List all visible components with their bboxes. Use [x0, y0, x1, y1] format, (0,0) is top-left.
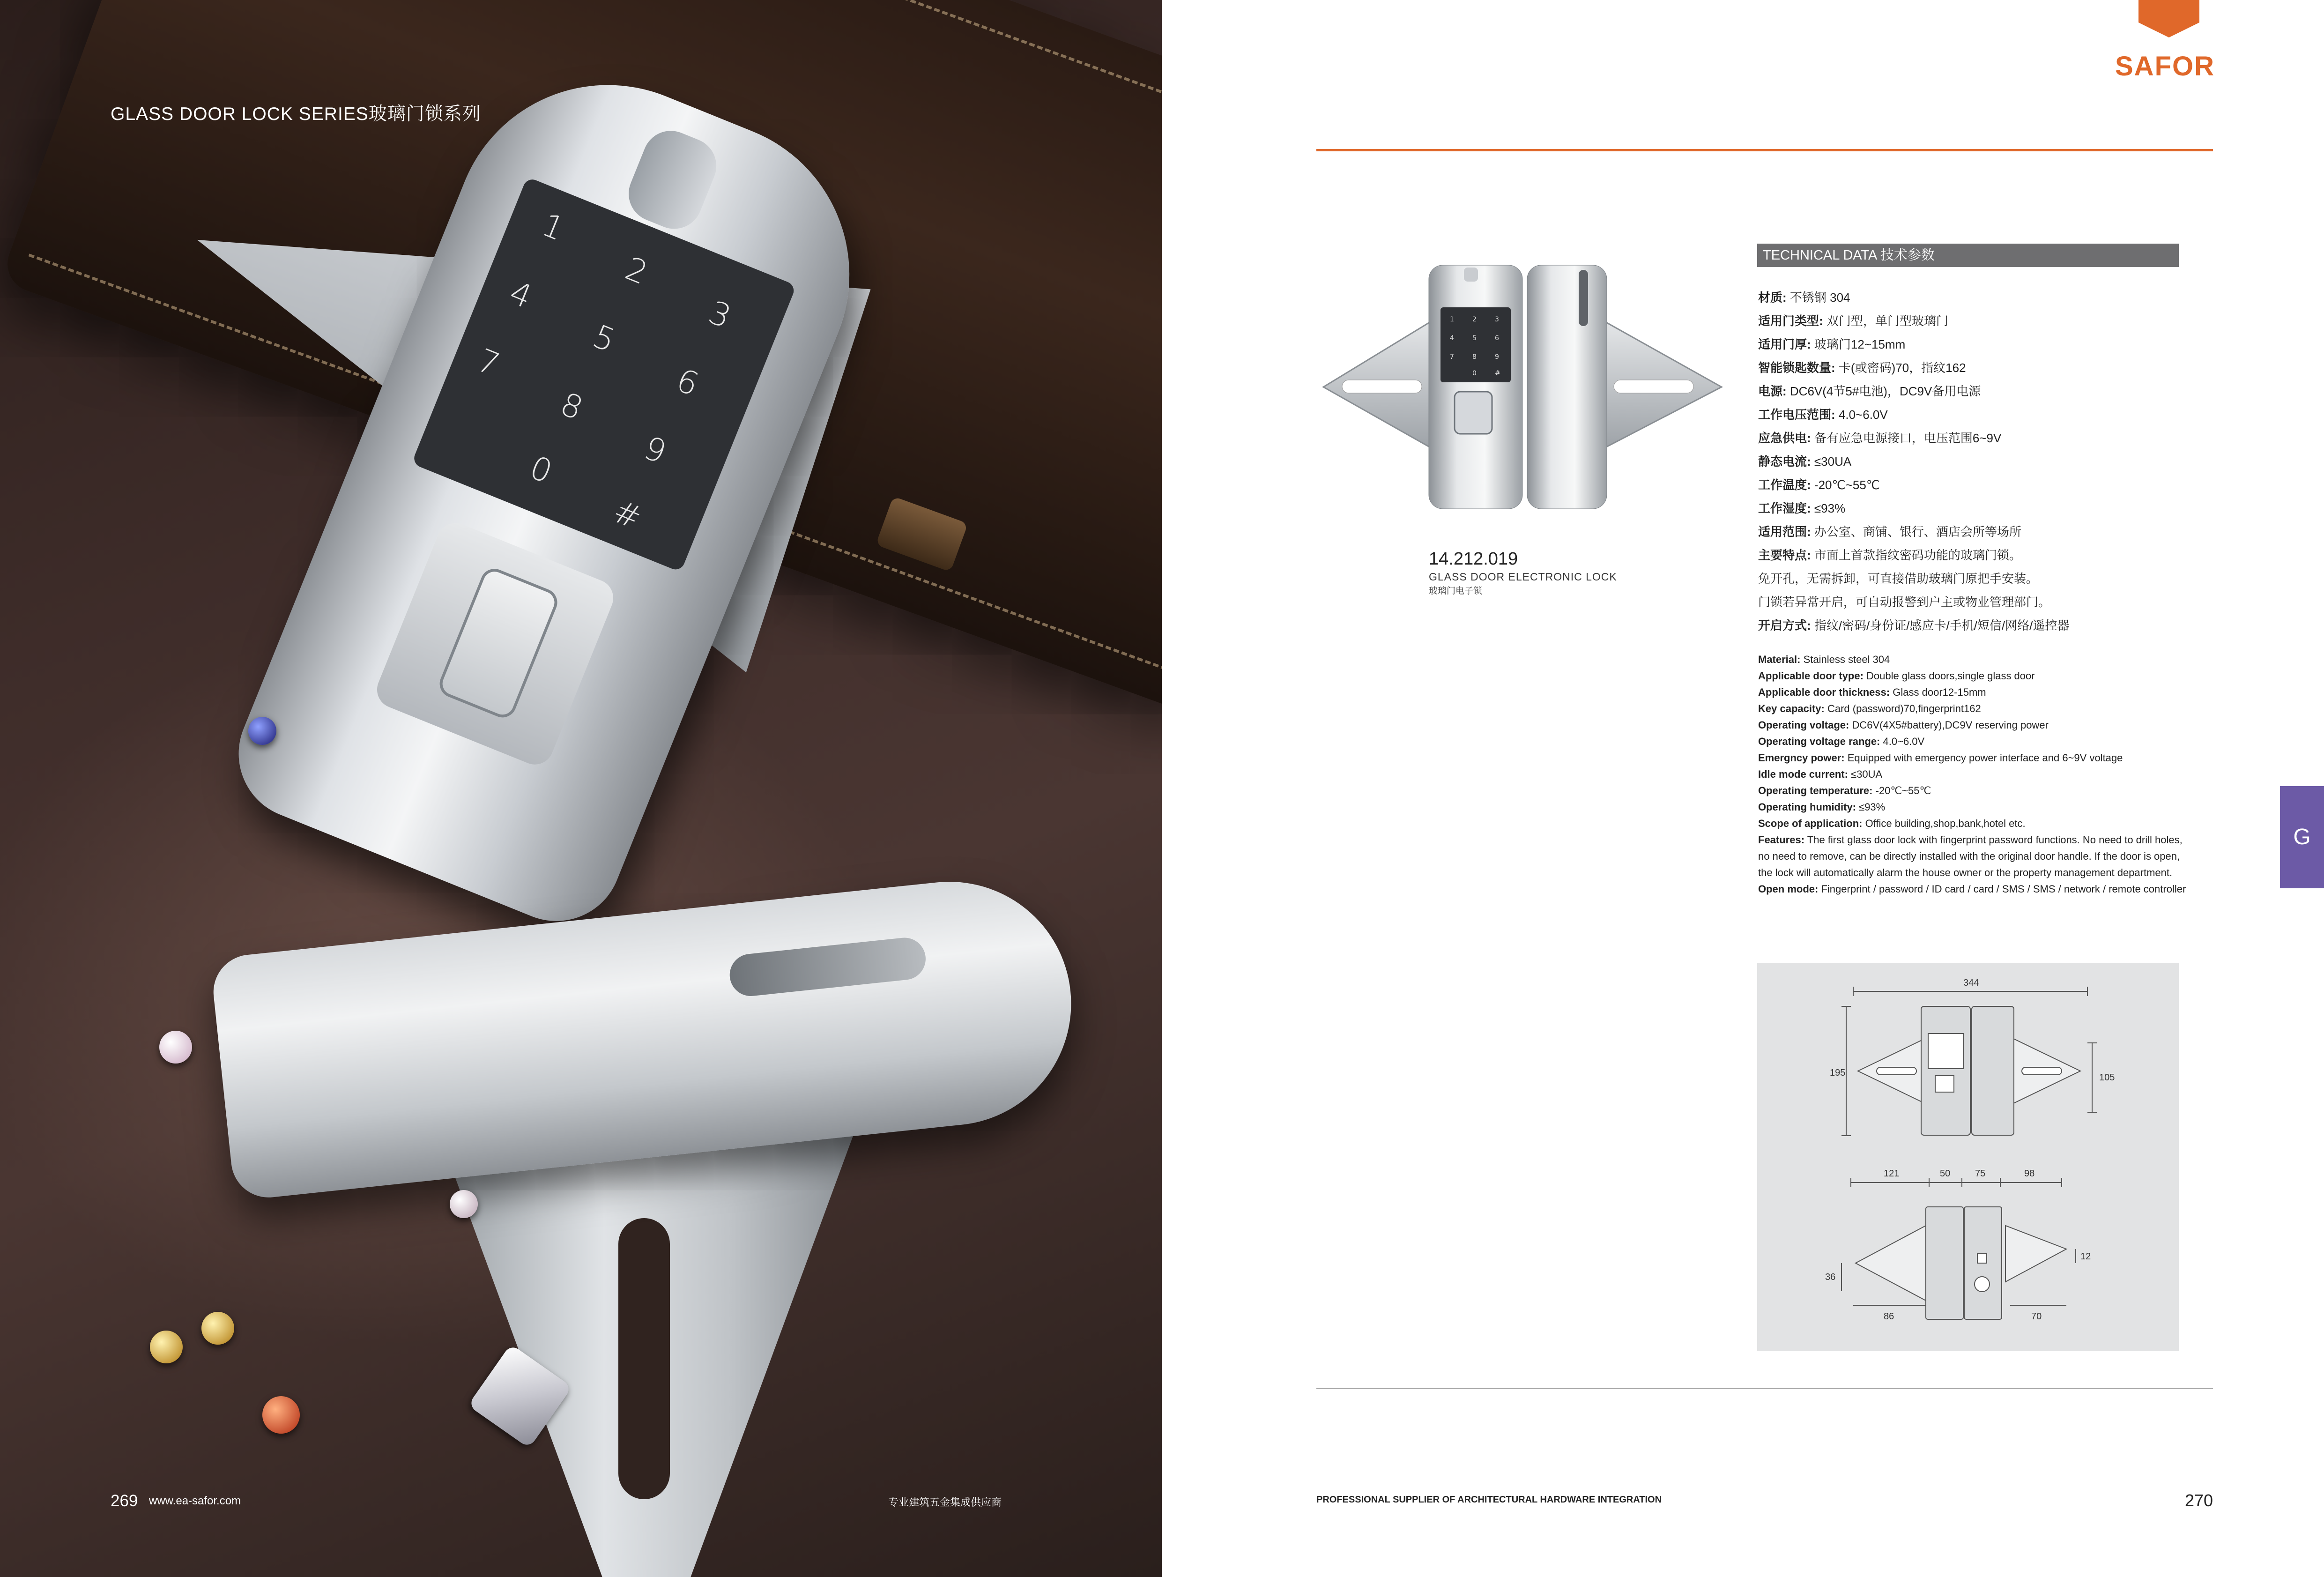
key-6: 6 [671, 362, 704, 404]
footer-tagline: PROFESSIONAL SUPPLIER OF ARCHITECTURAL HARDWARE INTEGRATION [1316, 1495, 1662, 1505]
dim-side-50: 50 [1940, 1168, 1951, 1179]
website-url: www.ea-safor.com [149, 1495, 241, 1507]
dim-side-36: 36 [1825, 1272, 1836, 1282]
wing-slot-bottom [618, 1218, 670, 1499]
gem-clear [450, 1190, 478, 1218]
gem-red [262, 1396, 300, 1434]
spec-en-row: Operating humidity: ≤93% [1758, 801, 1886, 813]
key-5: 5 [587, 318, 621, 360]
svg-text:4: 4 [1450, 335, 1454, 342]
lock-receiver-body [210, 870, 1083, 1201]
lock-wing-bottom [436, 1124, 857, 1577]
svg-text:7: 7 [1450, 353, 1454, 361]
specs-chinese [1758, 286, 2189, 637]
dimension-drawing [1757, 963, 2179, 1351]
spec-en-row: Operating voltage: DC6V(4X5#battery),DC9V reserving power [1758, 719, 2049, 731]
spec-cn-row: 工作湿度: ≤93% [1758, 501, 1846, 515]
spec-cn-row: 适用范围: 办公室、商铺、银行、酒店会所等场所 [1758, 525, 2021, 539]
fingerprint-sensor [436, 565, 562, 722]
spec-cn-row: 主要特点: 市面上首款指纹密码功能的玻璃门锁。 [1758, 548, 2021, 562]
spec-cn-row: 开启方式: 指纹/密码/身份证/感应卡/手机/短信/网络/遥控器 [1758, 618, 2070, 632]
svg-text:0: 0 [1472, 370, 1477, 377]
svg-text:9: 9 [1495, 353, 1499, 361]
page-number-left: 269 [111, 1492, 138, 1510]
spec-en-row: Key capacity: Card (password)70,fingerprint162 [1758, 703, 1981, 714]
spec-cn-row: 应急供电: 备有应急电源接口，电压范围6~9V [1758, 431, 2002, 445]
key-8: 8 [555, 386, 588, 428]
page-number-right: 270 [2185, 1491, 2213, 1510]
spec-cn-row: 门锁若异常开启，可自动报警到户主或物业管理部门。 [1758, 595, 2051, 609]
dim-side-121: 121 [1884, 1168, 1900, 1179]
product-code: 14.212.019 [1429, 549, 1518, 569]
case-latch [876, 496, 968, 572]
key-1: 1 [536, 206, 570, 248]
technical-drawing [1757, 963, 2179, 1351]
gem-amber [150, 1331, 183, 1363]
dim-side-75: 75 [1975, 1168, 1986, 1179]
footer-rule [1316, 1388, 2213, 1389]
header-rule [1316, 149, 2213, 151]
spec-cn-row: 适用门类型: 双门型，单门型玻璃门 [1758, 314, 1948, 328]
key-9: 9 [639, 429, 671, 472]
spec-cn-row: 适用门厚: 玻璃门12~15mm [1758, 337, 1906, 351]
brand-logo: SAFOR [2115, 51, 2215, 82]
spec-cn-row: 工作电压范围: 4.0~6.0V [1758, 408, 1888, 422]
spec-cn-row: 免开孔，无需拆卸，可直接借助玻璃门原把手安装。 [1758, 572, 2039, 586]
spec-en-row: Features: The first glass door lock with fingerprint password functions. No need to drill holes, no need to remove, can be directly installed with the original door handle. If the door is open, the lock will automatically alarm the house owner or the property management department. [1758, 834, 2183, 878]
product-name-en: GLASS DOOR ELECTRONIC LOCK [1429, 571, 1617, 583]
spec-cn-row: 智能锁匙数量: 卡(或密码)70，指纹162 [1758, 361, 1966, 375]
spec-en-row: Open mode: Fingerprint / password / ID card / card / SMS / SMS / network / remote controller [1758, 883, 2186, 895]
spec-en-row: Applicable door type: Double glass doors,single glass door [1758, 670, 2035, 682]
svg-text:#: # [1495, 370, 1500, 377]
spec-cn-row: 静态电流: ≤30UA [1758, 454, 1852, 469]
spec-cn-row: 材质: 不锈钢 304 [1758, 290, 1850, 305]
lock-top-button [620, 122, 725, 237]
spec-en-row: Operating voltage range: 4.0~6.0V [1758, 736, 1925, 747]
svg-text:5: 5 [1472, 335, 1477, 342]
key-0: 0 [524, 449, 557, 491]
dim-side-70: 70 [2031, 1311, 2042, 1322]
technical-data-header: TECHNICAL DATA 技术参数 [1757, 244, 2179, 267]
key-hash: # [608, 492, 647, 537]
svg-text:1: 1 [1450, 316, 1454, 323]
dim-side-98: 98 [2024, 1168, 2035, 1179]
dim-front-height-right: 105 [2099, 1072, 2115, 1083]
dim-front-height-left: 195 [1830, 1068, 1846, 1078]
spec-en-row: Material: Stainless steel 304 [1758, 654, 1890, 665]
spec-en-row: Idle mode current: ≤30UA [1758, 768, 1883, 780]
dim-side-12: 12 [2080, 1251, 2091, 1262]
spec-en-row: Operating temperature: -20℃~55℃ [1758, 785, 1931, 796]
spec-cn-row: 工作温度: -20℃~55℃ [1758, 478, 1880, 492]
touch-keypad [411, 177, 796, 572]
key-3: 3 [703, 294, 736, 336]
series-title: GLASS DOOR LOCK SERIES玻璃门锁系列 [111, 104, 481, 124]
fingerprint-housing [371, 518, 619, 770]
receiver-slot [728, 936, 928, 998]
svg-text:3: 3 [1495, 316, 1499, 323]
product-name-cn: 玻璃门电子锁 [1429, 586, 1483, 596]
specs-english [1758, 651, 2189, 897]
gem-pink [159, 1031, 192, 1064]
key-4: 4 [504, 274, 537, 316]
svg-text:8: 8 [1472, 353, 1477, 361]
gem-blue [248, 717, 276, 745]
spec-en-row: Emergncy power: Equipped with emergency power interface and 6~9V voltage [1758, 752, 2123, 764]
dim-side-86: 86 [1884, 1311, 1894, 1322]
key-2: 2 [620, 250, 653, 292]
gem-amber-2 [201, 1312, 234, 1345]
section-tab-g: G [2280, 786, 2324, 888]
spec-cn-row: 电源: DC6V(4节5#电池)，DC9V备用电源 [1758, 384, 1981, 398]
svg-text:2: 2 [1472, 316, 1477, 323]
spec-en-row: Scope of application: Office building,shop,bank,hotel etc. [1758, 818, 2026, 829]
svg-text:6: 6 [1495, 335, 1499, 342]
dim-front-width: 344 [1963, 978, 1979, 988]
key-7: 7 [472, 342, 505, 384]
spec-en-row: Applicable door thickness: Glass door12-15mm [1758, 686, 1986, 698]
chinese-slogan: 专业建筑五金集成供应商 [888, 1496, 1002, 1508]
product-image [1314, 260, 1731, 513]
